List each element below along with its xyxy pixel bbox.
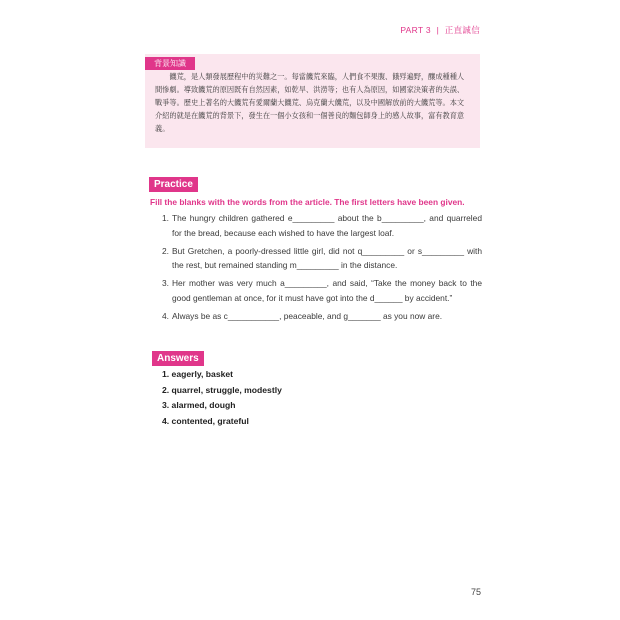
question-item [162, 211, 482, 240]
question-text: Her mother was very much a_________, and said, “Take the money back to the good gentleman at once, for it must have got into the d______ by accident.” [172, 278, 482, 303]
part-number: PART 3 [400, 25, 431, 35]
question-number: 3. [162, 278, 169, 288]
question-text: The hungry children gathered e_________ about the b_________, and quarreled for the bread, because each wished to have the largest loaf. [172, 213, 482, 238]
background-text: 饑荒，是人類發展歷程中的災難之一。每當饑荒來臨，人們食不果腹、餓殍遍野，釀成種種人間慘劇。導致饑荒的原因既有自然因素，如乾旱、洪澇等；也有人為原因，如國家決策者的失誤、戰爭等。歷史上著名的大饑荒有愛爾蘭大饑荒、烏克蘭大饑荒，以及中國解放前的大饑荒等。本文介紹的就是在饑荒的背景下，發生在一個小女孩和一個善良的麵包師身上的感人故事，富有教育意義。 [155, 72, 465, 133]
practice-label: Practice [149, 177, 198, 192]
question-item [162, 309, 482, 324]
answer-item: 1. eagerly, basket [162, 369, 234, 379]
page-header [400, 24, 480, 36]
background-knowledge-label: 背景知識 [145, 57, 195, 70]
header-separator: | [436, 25, 440, 35]
answer-item: 2. quarrel, struggle, modestly [162, 384, 282, 395]
answer-item: 3. alarmed, dough [162, 400, 236, 410]
practice-questions [162, 211, 482, 327]
question-number: 1. [162, 213, 169, 223]
answers-label: Answers [152, 351, 204, 366]
question-text: But Gretchen, a poorly-dressed little girl, did not q_________ or s_________ with the rest, but remained standing m_________ in the distance. [172, 245, 482, 270]
background-knowledge-box [145, 54, 480, 148]
practice-instruction: Fill the blanks with the words from the article. The first letters have been given. [150, 197, 465, 207]
page-number: 75 [470, 587, 481, 597]
answer-item: 4. contented, grateful [162, 415, 249, 426]
part-title: 正直誠信 [444, 25, 480, 35]
question-number: 2. [162, 245, 169, 256]
question-item [162, 244, 482, 273]
answers-list [162, 367, 282, 429]
question-text: Always be as c___________, peaceable, and g_______ as you now are. [172, 310, 443, 321]
question-number: 4. [162, 310, 169, 321]
question-item [162, 276, 482, 305]
